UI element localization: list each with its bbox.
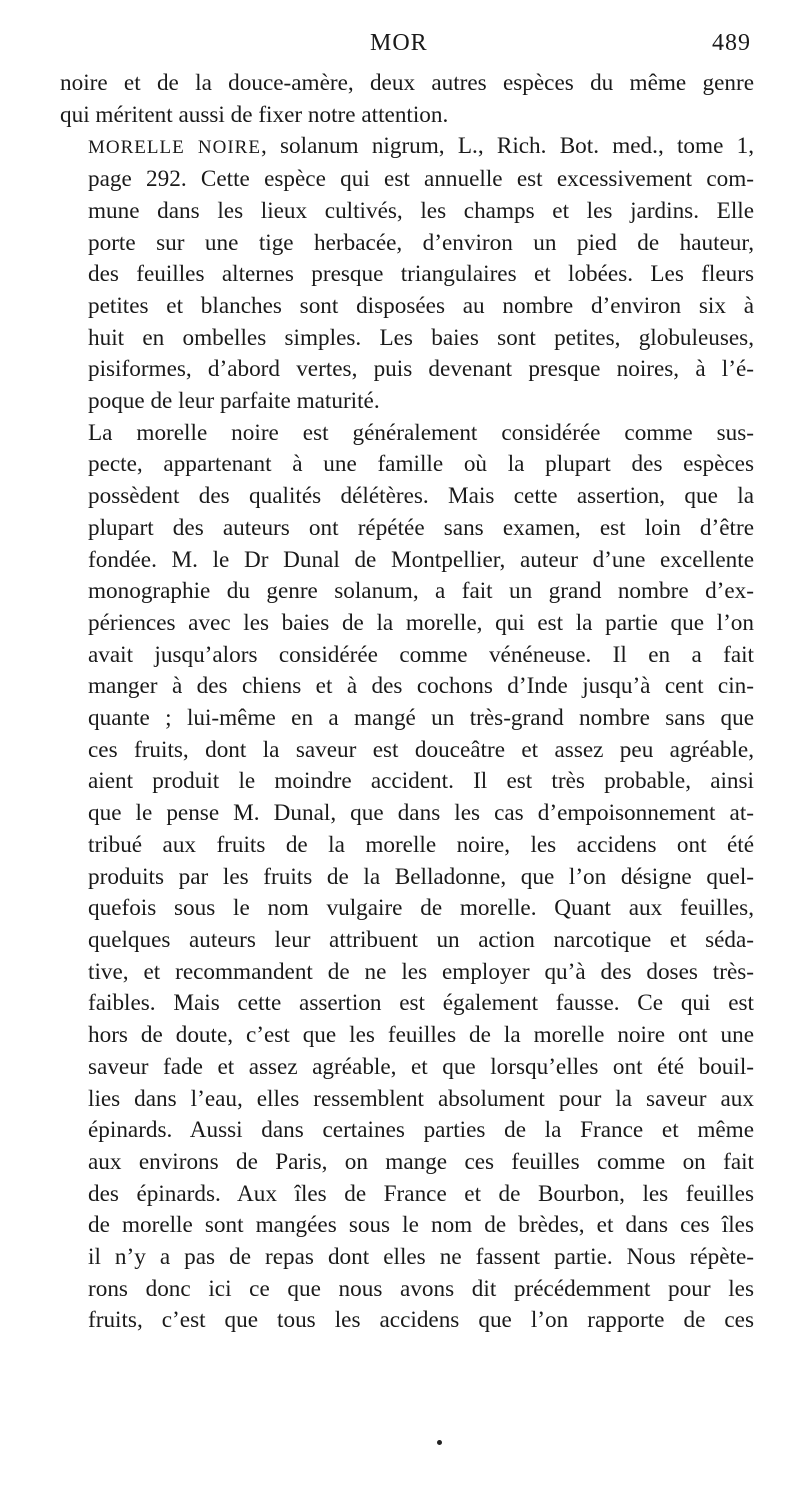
text-line: La morelle noire est généralement considérée comme sus- (88, 419, 754, 446)
printer-mark (437, 1440, 442, 1445)
text-line: ces fruits, dont la saveur est douceâtre et assez peu agréable, (88, 736, 754, 763)
text-line: épinards. Aussi dans certaines parties de la France et même (88, 1117, 754, 1144)
text-line: saveur fade et assez agréable, et que lorsqu’elles ont été bouil- (88, 1053, 754, 1080)
entry-term-rest: , solanum nigrum, L., Rich. Bot. med., tome 1, (260, 133, 754, 160)
text-line: noire et de la douce-amère, deux autres espèces du même genre (60, 70, 754, 96)
text-line: manger à des chiens et à des cochons d’Inde jusqu’à cent cin- (88, 673, 754, 700)
text-line: qui méritent aussi de fixer notre attention. (60, 101, 449, 128)
text-line: de morelle sont mangées sous le nom de brèdes, et dans ces îles (88, 1212, 754, 1239)
running-header (0, 30, 800, 66)
text-line: aux environs de Paris, on mange ces feuilles comme on fait (88, 1148, 754, 1175)
text-line: tive, et recommandent de ne les employer qu’à des doses très- (88, 958, 754, 985)
text-line: hors de doute, c’est que les feuilles de la morelle noire ont une (88, 1022, 754, 1049)
text-line: avait jusqu’alors considérée comme vénéneuse. Il en a fait (88, 641, 754, 668)
text-line: fruits, c’est que tous les accidens que l’on rapporte de ces (88, 1307, 754, 1334)
text-line: possèdent des qualités délétères. Mais cette assertion, que la (88, 483, 754, 510)
text-line: aient produit le moindre accident. Il est très probable, ainsi (88, 768, 754, 795)
text-line: quante ; lui-même en a mangé un très-grand nombre sans que (88, 705, 754, 732)
text-line: plupart des auteurs ont répétée sans examen, est loin d’être (88, 514, 754, 541)
text-line: faibles. Mais cette assertion est également fausse. Ce qui est (88, 990, 754, 1017)
text-line: porte sur une tige herbacée, d’environ un pied de hauteur, (88, 229, 754, 256)
text-line: des épinards. Aux îles de France et de Bourbon, les feuilles (88, 1180, 754, 1207)
text-line: huit en ombelles simples. Les baies sont petites, globuleuses, (88, 324, 754, 351)
text-line: lies dans l’eau, elles ressemblent absolument pour la saveur aux (88, 1085, 754, 1112)
paragraph-morelle-noire (60, 131, 754, 417)
text-line: quefois sous le nom vulgaire de morelle. Quant aux feuilles, (88, 895, 754, 922)
text-line: que le pense M. Dunal, que dans les cas d’empoisonnement at- (88, 800, 754, 827)
text-line: quelques auteurs leur attribuent un action narcotique et séda- (88, 926, 754, 953)
text-line: périences avec les baies de la morelle, qui est la partie que l’on (88, 609, 754, 636)
text-line: poque de leur parfaite maturité. (88, 388, 380, 415)
text-line: pecte, appartenant à une famille où la plupart des espèces (88, 451, 754, 478)
text-line: monographie du genre solanum, a fait un grand nombre d’ex- (88, 578, 754, 605)
text-line: mune dans les lieux cultivés, les champs et les jardins. Elle (88, 197, 754, 224)
entry-term: MORELLE NOIRE (88, 137, 261, 159)
running-title: MOR (370, 30, 428, 56)
text-line: il n’y a pas de repas dont elles ne fassent partie. Nous répète- (88, 1244, 754, 1271)
text-line (60, 131, 754, 164)
text-line: page 292. Cette espèce qui est annuelle est excessivement com- (88, 166, 754, 193)
text-line: petites et blanches sont disposées au nombre d’environ six à (88, 292, 754, 319)
text-line: tribué aux fruits de la morelle noire, les accidens ont été (88, 831, 754, 858)
paragraph-toxicity (60, 418, 754, 1337)
page-number: 489 (712, 30, 751, 56)
text-line: fondée. M. le Dr Dunal de Montpellier, auteur d’une excellente (88, 546, 754, 573)
text-line: des feuilles alternes presque triangulaires et lobées. Les fleurs (88, 261, 754, 288)
page-body (60, 68, 754, 1337)
text-line: rons donc ici ce que nous avons dit précédemment pour les (88, 1275, 754, 1302)
text-line: pisiformes, d’abord vertes, puis devenant presque noires, à l’é- (88, 356, 754, 383)
text-line: produits par les fruits de la Belladonne, que l’on désigne quel- (88, 863, 754, 890)
paragraph-continuation (60, 68, 754, 131)
